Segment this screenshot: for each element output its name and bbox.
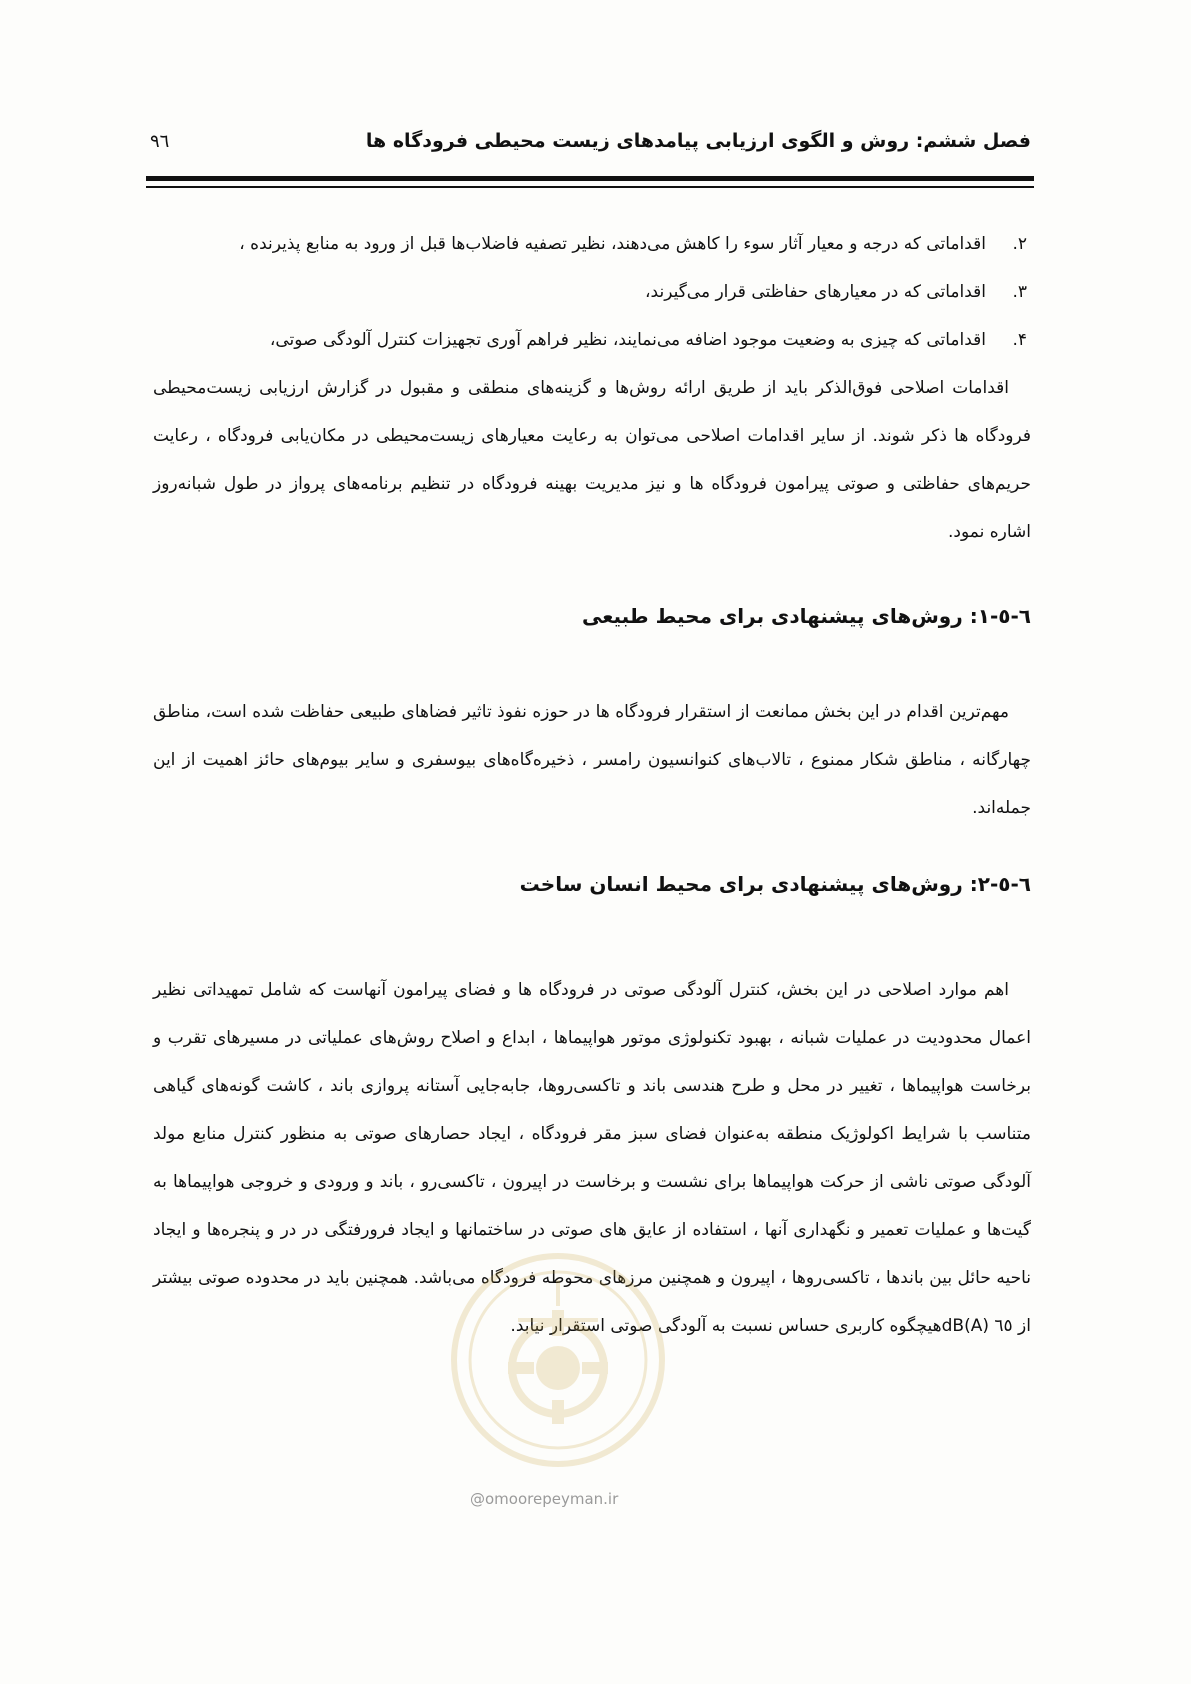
numbered-list <box>153 220 1031 364</box>
watermark-text: @omoorepeyman.ir <box>470 1490 619 1508</box>
section-1-paragraph: مهم‌ترین اقدام در این بخش ممانعت از استقرار فرودگاه ها در حوزه نفوذ تاثیر فضاهای طبیعی حفاظت شده است، مناطق چهارگانه ، مناطق شکار ممنوع ، تالاب‌های کنوانسیون رامسر ، ذخیره‌گاه‌های بیوسفری و سایر بیوم‌های حائز اهمیت از این جمله‌اند. <box>153 702 1031 818</box>
list-item-number: ۲. <box>1012 234 1027 254</box>
section-heading-built-environment: ٦-٥-٢: روش‌های پیشنهادی برای محیط انسان ساخت <box>519 872 1031 896</box>
page-header <box>150 128 1031 168</box>
page-body <box>153 220 1031 1350</box>
page-number: ۹٦ <box>150 131 170 152</box>
list-item-number: ۳. <box>1012 282 1027 302</box>
list-item <box>153 316 1031 364</box>
chapter-title: فصل ششم: روش و الگوی ارزیابی پیامدهای زیست محیطی فرودگاه ها <box>365 130 1031 152</box>
list-item <box>153 220 1031 268</box>
list-item-number: ۴. <box>1012 330 1027 350</box>
list-item-text: اقداماتی که در معیارهای حفاظتی قرار می‌گیرند، <box>645 282 986 302</box>
intro-paragraph: اقدامات اصلاحی فوق‌الذکر باید از طریق ارائه روش‌ها و گزینه‌های منطقی و مقبول در گزارش ارزیابی زیست‌محیطی فرودگاه ها ذکر شوند. از سایر اقدامات اصلاحی می‌توان به رعایت معیارهای زیست‌محیطی در مکان‌یابی فرودگاه ، رعایت حریم‌های حفاظتی و صوتی پیرامون فرودگاه ها و نیز مدیریت بهینه فرودگاه در تنظیم برنامه‌های پرواز در طول شبانه‌روز اشاره نمود. <box>153 378 1031 542</box>
header-rule-thin <box>146 186 1034 188</box>
section-2-paragraph: اهم موارد اصلاحی در این بخش، کنترل آلودگی صوتی در فرودگاه ها و فضای پیرامون آنهاست که شامل تمهیداتی نظیر اعمال محدودیت در عملیات شبانه ، بهبود تکنولوژی موتور هواپیماها ، ابداع و اصلاح روش‌های عملیاتی در مسیرهای تقرب و برخاست هواپیماها ، تغییر در محل و طرح هندسی باند و تاکسی‌روها، جابه‌جایی آستانه پروازی باند ، کاشت گونه‌های گیاهی متناسب با شرایط اکولوژیک منطقه به‌عنوان فضای سبز مقر فرودگاه ، ایجاد حصارهای صوتی به منظور کنترل منابع مولد آلودگی صوتی ناشی از حرکت هواپیماها برای نشست و برخاست در اپیرون ، تاکسی‌رو ، باند و ورودی و خروجی هواپیماها به گیت‌ها و عملیات تعمیر و نگهداری آنها ، استفاده از عایق های صوتی در ساختمانها و ایجاد فرورفتگی در در و پنجره‌ها و ایجاد ناحیه حائل بین باندها ، تاکسی‌روها ، اپیرون و همچنین مرزهای محوطه فرودگاه می‌باشد. همچنین باید در محدوده صوتی بیشتر از ٦٥ dB(A)هیچگوه کاربری حساس نسبت به آلودگی صوتی استقرار نیابد. <box>153 980 1031 1336</box>
list-item-text: اقداماتی که درجه و معیار آثار سوء را کاهش می‌دهند، نظیر تصفیه فاضلاب‌ها قبل از ورود به منابع پذیرنده ، <box>239 234 986 254</box>
list-item-text: اقداماتی که چیزی به وضعیت موجود اضافه می‌نمایند، نظیر فراهم آوری تجهیزات کنترل آلودگی صوتی، <box>269 330 986 350</box>
section-heading-natural-environment: ٦-٥-١: روش‌های پیشنهادی برای محیط طبیعی <box>581 604 1031 628</box>
header-rule-thick <box>146 176 1034 181</box>
list-item <box>153 268 1031 316</box>
